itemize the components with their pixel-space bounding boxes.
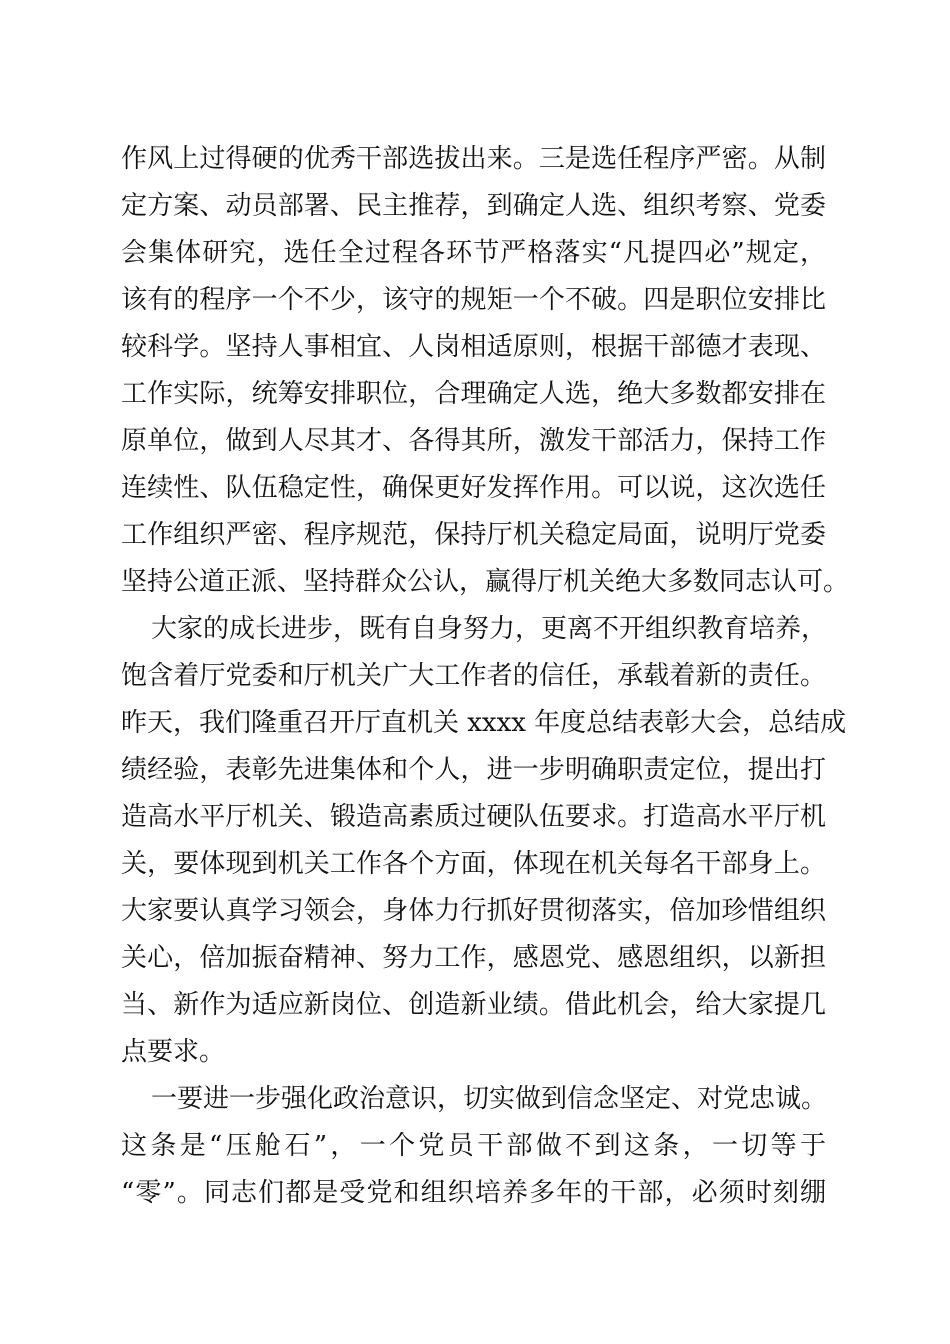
text-line: 大家要认真学习领会，身体力行抓好贯彻落实，倍加珍惜组织 [121,896,826,926]
text-line: 原单位，做到人尽其才、各得其所，激发干部活力，保持工作 [121,426,826,456]
text-line: 这条是“压舱石”，一个党员干部做不到这条，一切等于 [121,1131,826,1161]
text-line: 工作组织严密、程序规范，保持厅机关稳定局面，说明厅党委 [121,520,826,550]
text-line: 饱含着厅党委和厅机关广大工作者的信任，承载着新的责任。 [121,661,826,691]
text-line: “零”。同志们都是受党和组织培养多年的干部，必须时刻绷 [121,1178,826,1208]
text-line: 连续性、队伍稳定性，确保更好发挥作用。可以说，这次选任 [121,473,826,503]
text-line: 当、新作为适应新岗位、创造新业绩。借此机会，给大家提几 [121,990,826,1020]
text-line: 绩经验，表彰先进集体和个人，进一步明确职责定位，提出打 [121,755,826,785]
text-line: 点要求。 [121,1037,226,1067]
text-line: 昨天，我们隆重召开厅直机关 xxxx 年度总结表彰大会，总结成 [121,708,847,738]
text-line: 关，要体现到机关工作各个方面，体现在机关每名干部身上。 [121,849,826,879]
paragraph-first-line: 一要进一步强化政治意识，切实做到信念坚定、对党忠诚。 [151,1084,828,1114]
text-line: 定方案、动员部署、民主推荐，到确定人选、组织考察、党委 [121,191,826,221]
text-line: 较科学。坚持人事相宜、人岗相适原则，根据干部德才表现、 [121,332,826,362]
text-line: 会集体研究，选任全过程各环节严格落实“凡提四必”规定， [121,238,826,268]
body-text [121,136,850,1217]
text-line: 关心，倍加振奋精神、努力工作，感恩党、感恩组织，以新担 [121,943,826,973]
text-line: 坚持公道正派、坚持群众公认，赢得厅机关绝大多数同志认可。 [121,567,850,597]
text-line: 作风上过得硬的优秀干部选拔出来。三是选任程序严密。从制 [121,144,826,174]
text-line: 造高水平厅机关、锻造高素质过硬队伍要求。打造高水平厅机 [121,802,826,832]
paragraph-first-line: 大家的成长进步，既有自身努力，更离不开组织教育培养， [151,614,828,644]
text-line: 工作实际，统筹安排职位，合理确定人选，绝大多数都安排在 [121,379,826,409]
text-line: 该有的程序一个不少，该守的规矩一个不破。四是职位安排比 [121,285,826,315]
